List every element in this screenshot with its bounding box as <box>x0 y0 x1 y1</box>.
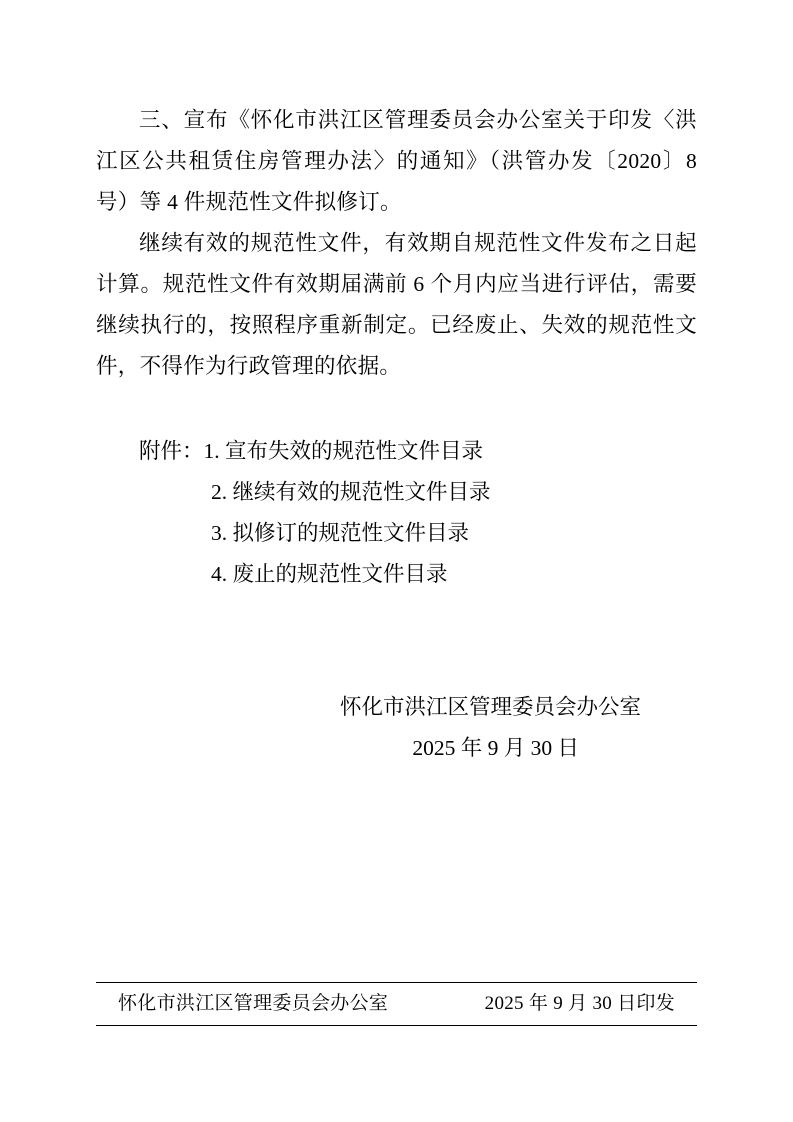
attachment-list <box>96 431 697 595</box>
attachment-item: 3. 拟修订的规范性文件目录 <box>211 521 470 545</box>
footer-right-text: 2025 年 9 月 30 日印发 <box>484 993 675 1014</box>
attachment-item: 4. 废止的规范性文件目录 <box>211 562 448 586</box>
paragraph-item: 继续有效的规范性文件，有效期自规范性文件发布之日起计算。规范性文件有效期届满前 6 个月内应当进行评估，需要继续执行的，按照程序重新制定。已经废止、失效的规范性文件，不得作为行政管理的依据。 <box>96 231 697 378</box>
paragraph-item: 三、宣布《怀化市洪江区管理委员会办公室关于印发〈洪江区公共租赁住房管理办法〉的通知》（洪管办发〔2020〕8 号）等 4 件规范性文件拟修订。 <box>96 108 697 214</box>
signature-organization: 怀化市洪江区管理委员会办公室 <box>339 695 641 719</box>
signature-block <box>96 687 697 769</box>
page-footer <box>96 982 697 1026</box>
attachment-label: 附件： <box>139 439 204 463</box>
signature-date: 2025 年 9 月 30 日 <box>412 736 579 760</box>
attachment-first-line <box>96 431 697 472</box>
attachment-item: 1. 宣布失效的规范性文件目录 <box>203 439 484 463</box>
footer-row <box>96 983 697 1025</box>
footer-bottom-rule <box>96 1025 697 1026</box>
footer-left-text: 怀化市洪江区管理委员会办公室 <box>118 993 389 1014</box>
document-body <box>96 100 697 387</box>
attachment-item: 2. 继续有效的规范性文件目录 <box>211 480 491 504</box>
